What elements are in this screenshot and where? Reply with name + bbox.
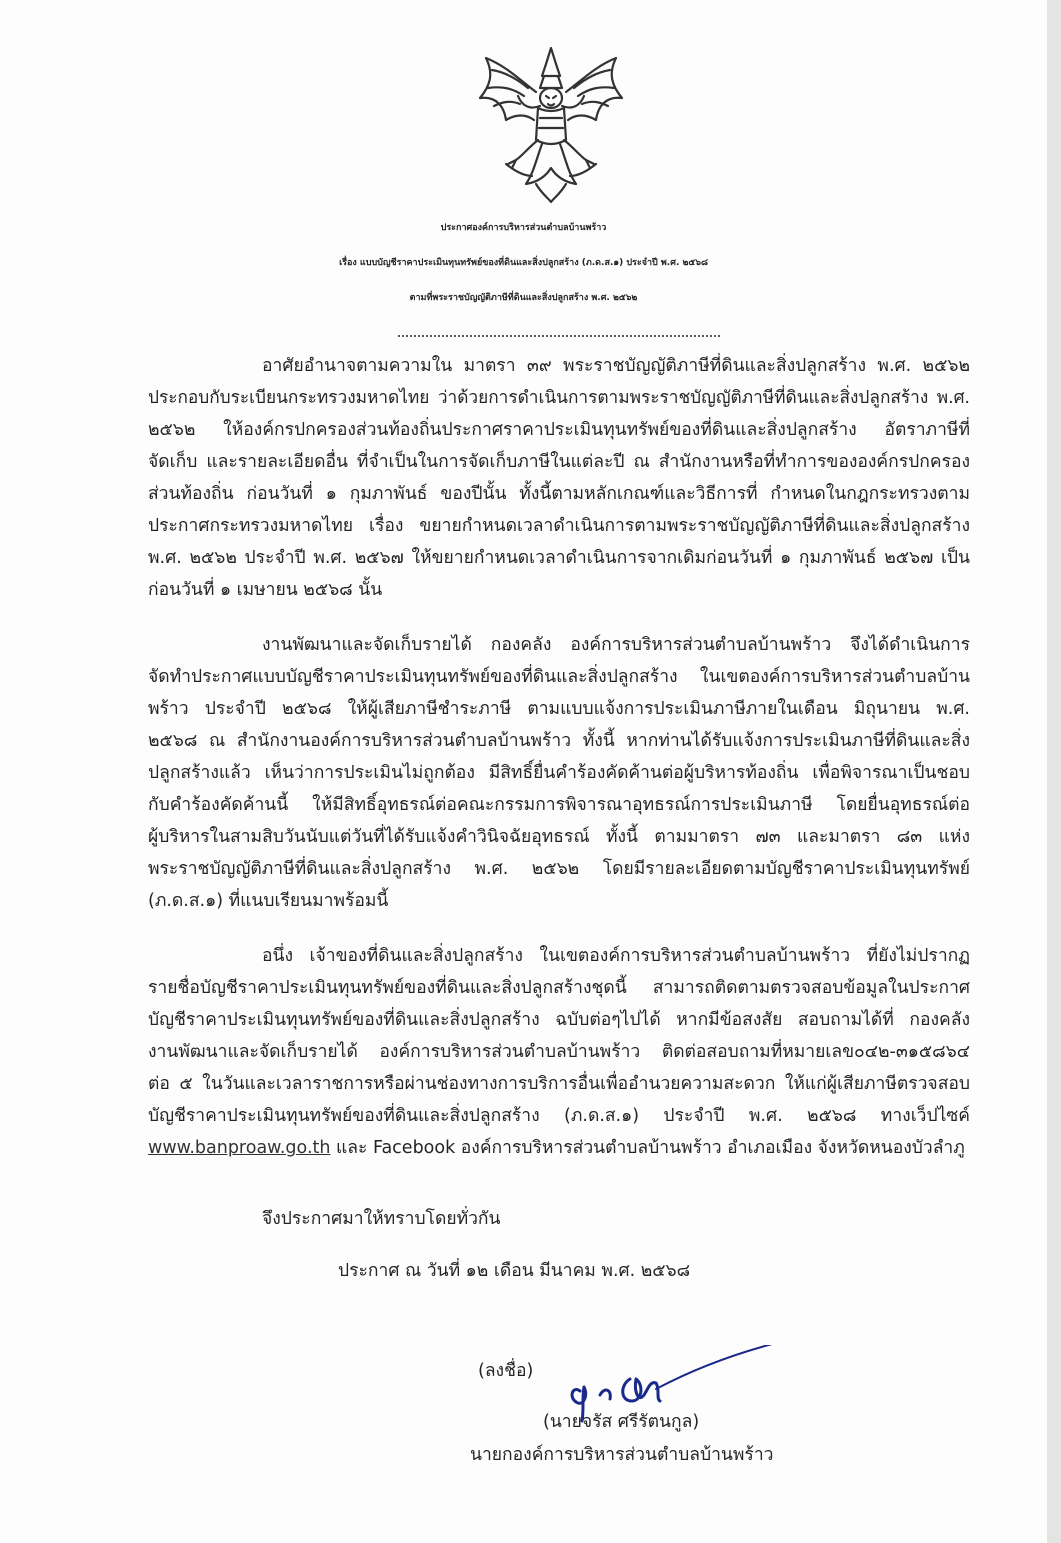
paragraph-line: ปลูกสร้างแล้ว เห็นว่าการประเมินไม่ถูกต้อง มีสิทธิ์ยื่นคำร้องคัดค้านต่อผู้บริหารท้องถิ่น เพื่อพิจารณาเป็นชอบ — [148, 763, 970, 783]
paragraph-line: งานพัฒนาและจัดเก็บรายได้ องค์การบริหารส่วนตำบลบ้านพร้าว ติดต่อสอบถามที่หมายเลข๐๔๒-๓๑๕๘๖๔ — [148, 1042, 970, 1062]
paragraph-line: พร้าว ประจำปี ๒๕๖๘ ให้ผู้เสียภาษีชำระภาษี ตามแบบแจ้งการประเมินภาษีภายในเดือน มิถุนายน พ.ศ. — [148, 699, 970, 719]
paragraph-line: บัญชีราคาประเมินทุนทรัพย์ของที่ดินและสิ่งปลูกสร้าง (ภ.ด.ส.๑) ประจำปี พ.ศ. ๒๕๖๘ ทางเว็ปไซค์ — [148, 1106, 970, 1126]
announcement-reference: ตามที่พระราชบัญญัติภาษีที่ดินและสิ่งปลูกสร้าง พ.ศ. ๒๕๖๒ — [409, 293, 638, 303]
paragraph-line: อนึ่ง เจ้าของที่ดินและสิ่งปลูกสร้าง ในเขตองค์การบริหารส่วนตำบลบ้านพร้าว ที่ยังไม่ปรากฏ — [262, 946, 970, 966]
paragraph-line: ก่อนวันที่ ๑ เมษายน ๒๕๖๘ นั้น — [148, 580, 383, 600]
paragraph-line: ประกาศกระทรวงมหาดไทย เรื่อง ขยายกำหนดเวลาดำเนินการตามพระราชบัญญัติภาษีที่ดินและสิ่งปลูกสร้าง — [148, 516, 970, 536]
signer-name: (นายจรัส ศรีรัตนกูล) — [543, 1412, 700, 1432]
paragraph-line: อาศัยอำนาจตามความใน มาตรา ๓๙ พระราชบัญญัติภาษีที่ดินและสิ่งปลูกสร้าง พ.ศ. ๒๕๖๒ — [262, 356, 970, 376]
paragraph-line: รายชื่อบัญชีราคาประเมินทุนทรัพย์ของที่ดินและสิ่งปลูกสร้างชุดนี้ สามารถติดตามตรวจสอบข้อมูลในประกาศ — [148, 978, 970, 998]
announcement-subject: เรื่อง แบบบัญชีราคาประเมินทุนทรัพย์ของที่ดินและสิ่งปลูกสร้าง (ภ.ด.ส.๑) ประจำปี พ.ศ. ๒๕๖๘ — [339, 258, 708, 268]
paragraph-line: บัญชีราคาประเมินทุนทรัพย์ของที่ดินและสิ่งปลูกสร้าง ฉบับต่อๆไปได้ หากมีข้อสงสัย สอบถามได้ที่ กองคลัง — [148, 1010, 970, 1030]
paragraph-line: ๒๕๖๘ ณ สำนักงานองค์การบริหารส่วนตำบลบ้านพร้าว ทั้งนี้ หากท่านได้รับแจ้งการประเมินภาษีที่ดินและสิ่ง — [148, 731, 970, 751]
paragraph-line: พ.ศ. ๒๕๖๒ ประจำปี พ.ศ. ๒๕๖๗ ให้ขยายกำหนดเวลาดำเนินการจากเดิมก่อนวันที่ ๑ กุมภาพันธ์ ๒๕๖๗ เป็น — [148, 548, 970, 568]
dotted-divider — [398, 335, 720, 337]
paragraph-line: ผู้บริหารในสามสิบวันนับแต่วันที่ได้รับแจ้งคำวินิจฉัยอุทธรณ์ ทั้งนี้ ตามมาตรา ๗๓ และมาตรา ๘๓ แห่ง — [148, 827, 970, 847]
paragraph-line: ประกอบกับระเบียนกระทรวงมหาดไทย ว่าด้วยการดำเนินการตามพระราชบัญญัติภาษีที่ดินและสิ่งปลูกสร้าง พ.ศ. — [148, 388, 970, 408]
paragraph-line: ส่วนท้องถิ่น ก่อนวันที่ ๑ กุมภาพันธ์ ของปีนั้น ทั้งนี้ตามหลักเกณฑ์และวิธีการที่ กำหนดในกฎกระทรวงตาม — [148, 484, 970, 504]
paragraph-line: ต่อ ๕ ในวันและเวลาราชการหรือผ่านช่องทางการบริการอื่นเพื่ออำนวยความสะดวก ให้แก่ผู้เสียภาษีตรวจสอบ — [148, 1074, 970, 1094]
announcement-title: ประกาศองค์การบริหารส่วนตำบลบ้านพร้าว — [440, 223, 607, 233]
garuda-emblem-icon — [476, 44, 626, 204]
paragraph-line-rest: และ Facebook องค์การบริหารส่วนตำบลบ้านพร้าว อำเภอเมือง จังหวัดหนองบัวลำภู — [330, 1138, 965, 1158]
signer-position: นายกองค์การบริหารส่วนตำบลบ้านพร้าว — [470, 1445, 774, 1465]
paragraph-line: พระราชบัญญัติภาษีที่ดินและสิ่งปลูกสร้าง พ.ศ. ๒๕๖๒ โดยมีรายละเอียดตามบัญชีราคาประเมินทุนทรัพย์ — [148, 859, 970, 879]
website-link[interactable]: www.banproaw.go.th — [148, 1138, 331, 1158]
closing-statement: จึงประกาศมาให้ทราบโดยทั่วกัน — [262, 1209, 501, 1229]
paragraph-line: ๒๕๖๒ ให้องค์กรปกครองส่วนท้องถิ่นประกาศราคาประเมินทุนทรัพย์ของที่ดินและสิ่งปลูกสร้าง อัตราภาษีที่ — [148, 420, 970, 440]
paragraph-line: (ภ.ด.ส.๑) ที่แนบเรียนมาพร้อมนี้ — [148, 891, 389, 911]
paragraph-line: จัดเก็บ และรายละเอียดอื่น ที่จำเป็นในการจัดเก็บภาษีในแต่ละปี ณ สำนักงานหรือที่ทำการขององค์กรปกครอง — [148, 452, 970, 472]
paragraph-line: งานพัฒนาและจัดเก็บรายได้ กองคลัง องค์การบริหารส่วนตำบลบ้านพร้าว จึงได้ดำเนินการ — [262, 635, 970, 655]
paragraph-line: กับคำร้องคัดค้านนี้ ให้มีสิทธิ์อุทธรณ์ต่อคณะกรรมการพิจารณาอุทธรณ์การประเมินภาษี โดยยื่นอุทธรณ์ต่อ — [148, 795, 970, 815]
paragraph-line: จัดทำประกาศแบบบัญชีราคาประเมินทุนทรัพย์ของที่ดินและสิ่งปลูกสร้าง ในเขตองค์การบริหารส่วนตำบลบ้าน — [148, 667, 970, 687]
paragraph-line — [148, 1138, 965, 1158]
signed-label: (ลงชื่อ) — [478, 1361, 534, 1381]
announcement-date: ประกาศ ณ วันที่ ๑๒ เดือน มีนาคม พ.ศ. ๒๕๖๘ — [338, 1261, 691, 1281]
